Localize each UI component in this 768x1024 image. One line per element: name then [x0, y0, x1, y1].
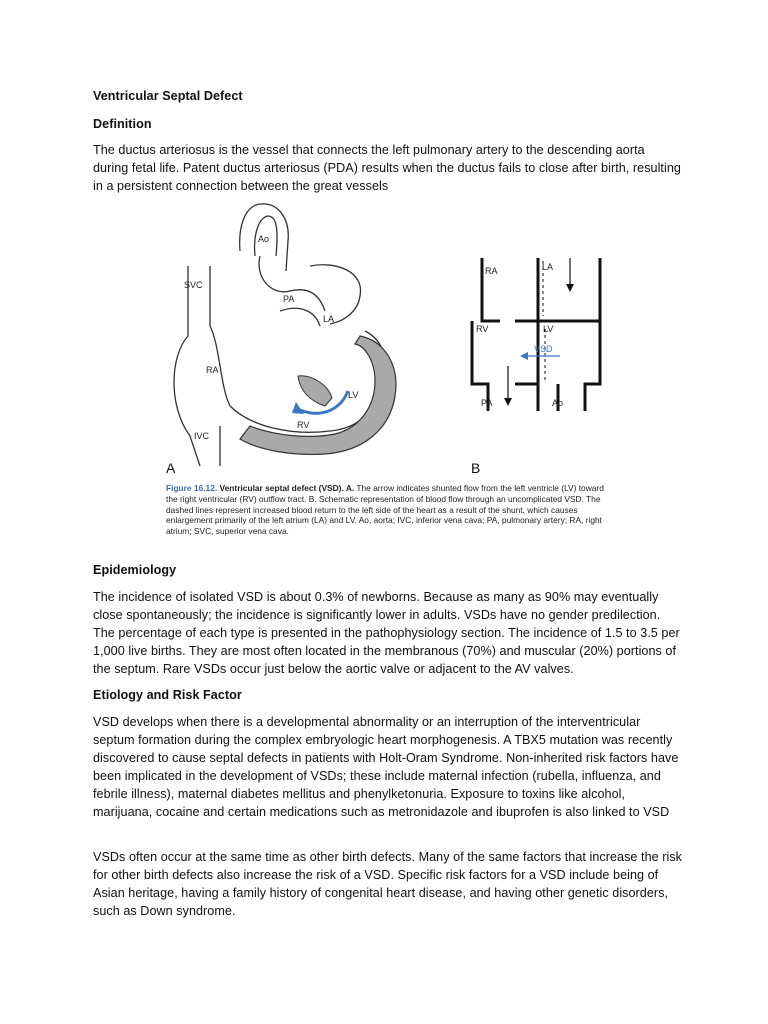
etiology-heading: Etiology and Risk Factor [93, 688, 242, 702]
shunt-arrow-head [292, 402, 304, 414]
label-b-pa: PA [481, 398, 493, 408]
label-lv: LV [348, 390, 359, 400]
epidemiology-heading: Epidemiology [93, 563, 177, 577]
etiology-paragraph-2: VSDs often occur at the same time as other birth defects. Many of the same factors that increase the risk for other birth defects also increase the risk of a VSD. Specific risk factors for a VSD include being of Asian heritage, having a family history of congenital heart disease, and having other genetic disorders, such as Down syndrome. [93, 850, 683, 918]
label-pa: PA [283, 294, 295, 304]
label-b-la: LA [542, 262, 554, 272]
label-ra: RA [206, 365, 219, 375]
caption-number: Figure 16.12. [166, 483, 218, 493]
label-b-vsd: VSD [534, 344, 553, 354]
vsd-diagram [160, 196, 620, 466]
etiology-paragraph-1: VSD develops when there is a developmental abnormality or an interruption of the interventricular septum formation during the complex embryologic heart morphogenesis. A TBX5 mutation was recently discovered to cause septal defects in patients with Holt-Oram Syndrome. Non-inherited risk factors have been implicated in the development of VSDs; these include maternal infection (rubella, influenza, and febrile illness), maternal diabetes mellitus and phenylketonuria. Exposure to toxins like alcohol, marijuana, cocaine and certain medications such as metronidazole and ibuprofen is also linked to VSD [93, 715, 679, 819]
label-b-ra: RA [485, 266, 498, 276]
vsd-figure [160, 196, 620, 546]
panel-a-label: A [166, 460, 176, 476]
label-b-lv: LV [543, 324, 554, 334]
label-b-rv: RV [476, 324, 489, 334]
papillary-muscle [298, 376, 332, 406]
caption-text: The arrow indicates shunted flow from the left ventricle (LV) toward the right ventricular (RV) outflow tract. B. Schematic representation of blood flow through an uncomplicated VSD. The dashed lines represent increased blood return to the left side of the heart as a result of the shunt, which causes enlargement primarily of the left atrium (LA) and LV. Ao, aorta; IVC, inferior vena cava; PA, pulmonary artery; RA, right atrium; SVC, superior vena cava. [166, 483, 604, 537]
epidemiology-paragraph: The incidence of isolated VSD is about 0.3% of newborns. Because as many as 90% may eventually close spontaneously; the incidence is significantly lower in adults. VSDs have no gender predilection. The percentage of each type is presented in the pathophysiology section. The incidence of 1.5 to 3.5 per 1,000 live births. They are most often located in the membranous (70%) and muscular (20%) portions of the septum. Rare VSDs occur just below the aortic valve or adjacent to the AV valves. [93, 590, 680, 676]
panel-b-label: B [471, 460, 481, 476]
figure-caption [166, 483, 611, 537]
definition-paragraph: The ductus arteriosus is the vessel that connects the left pulmonary artery to the descending aorta during fetal life. Patent ductus arteriosus (PDA) results when the ductus fails to close after birth, resulting in a persistent connection between the great vessels [93, 143, 681, 193]
caption-title: Ventricular septal defect (VSD). A. [219, 483, 355, 493]
document-title: Ventricular Septal Defect [93, 89, 243, 103]
label-rv: RV [297, 420, 310, 430]
label-ivc: IVC [194, 431, 210, 441]
label-svc: SVC [184, 280, 203, 290]
panel-b-schematic [472, 258, 600, 411]
definition-heading: Definition [93, 117, 152, 131]
label-la: LA [323, 314, 335, 324]
label-ao: Ao [258, 234, 270, 244]
label-b-ao: Ao [552, 398, 564, 408]
